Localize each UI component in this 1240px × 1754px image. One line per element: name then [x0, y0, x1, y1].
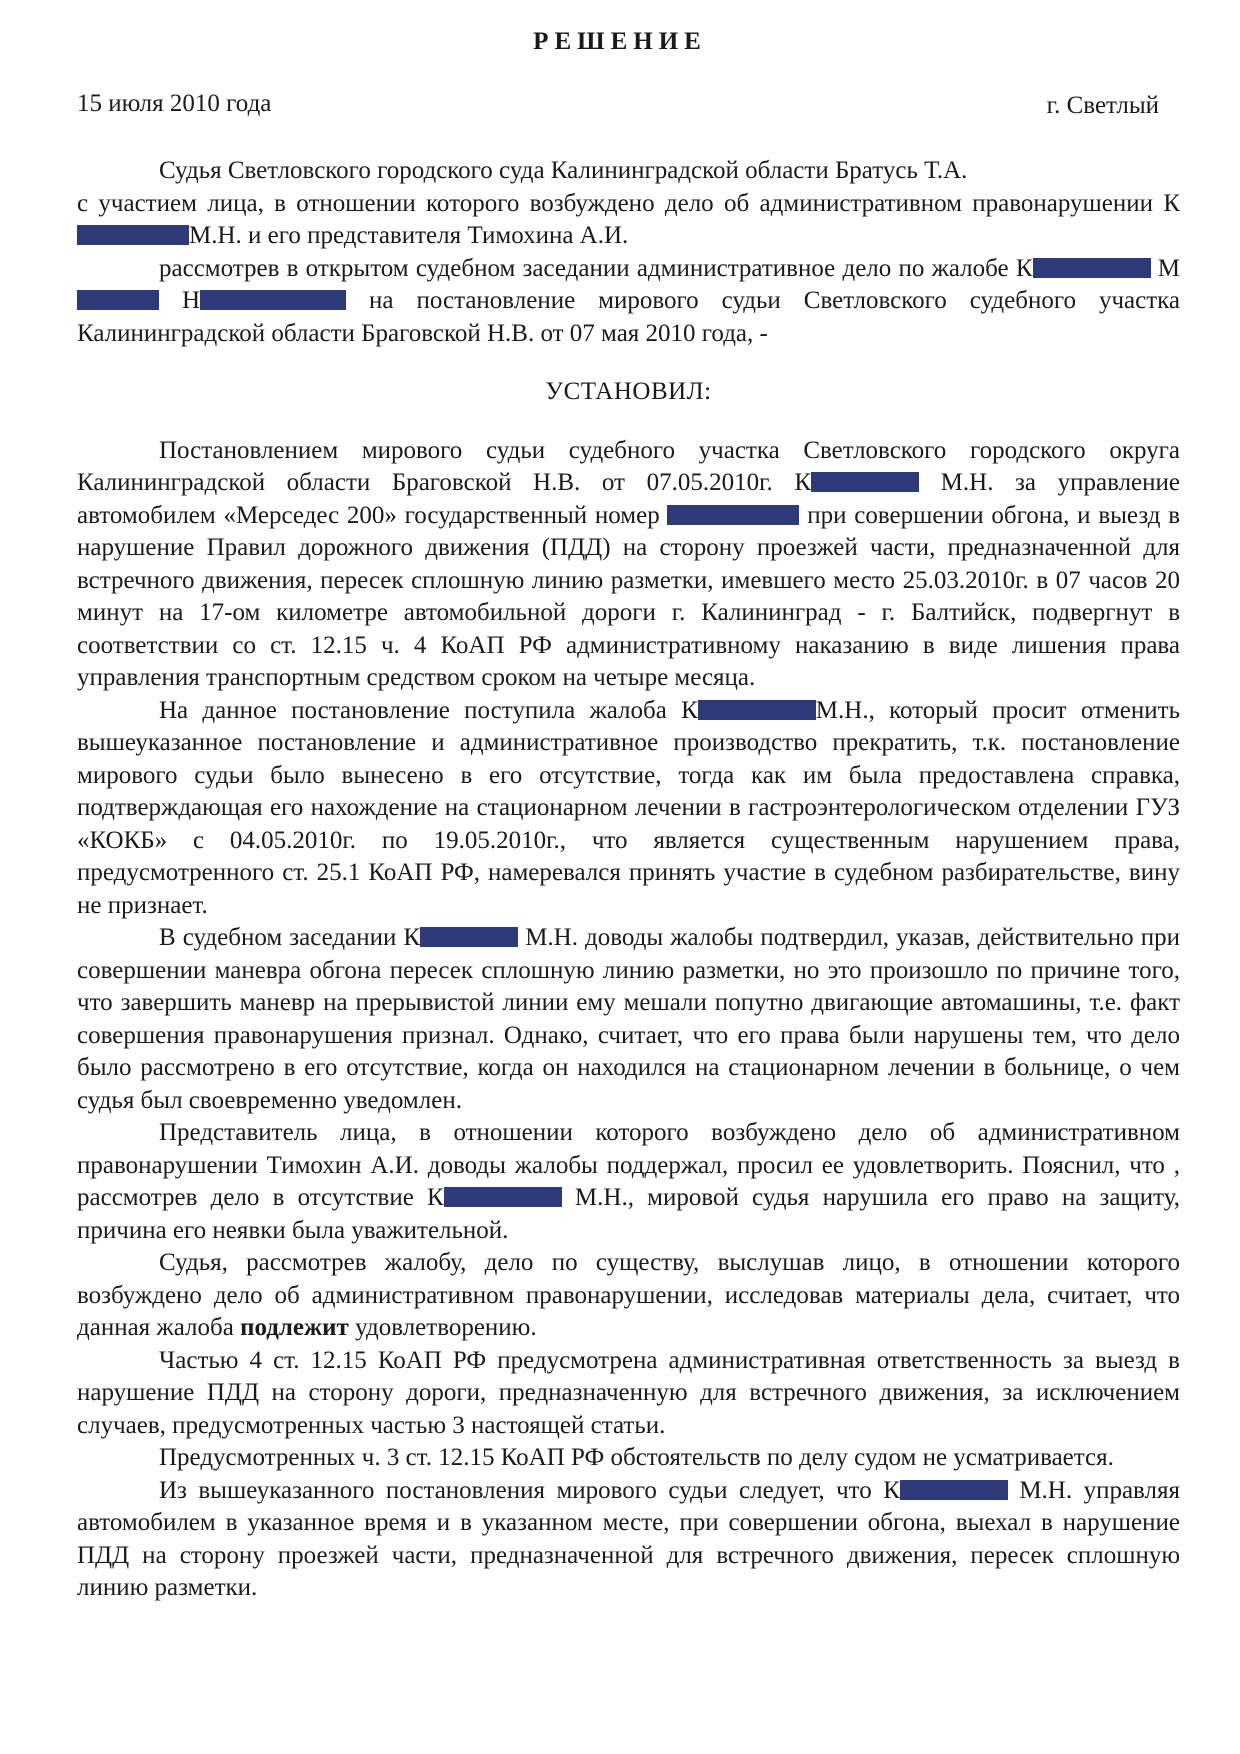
redaction-bar: [77, 290, 159, 310]
redaction-bar: [77, 225, 189, 245]
text-segment: М.Н. управляя автомобилем в указанное время и в указанном месте, при совершении обгона, выехал в нарушение ПДД на сторону проезжей части, предназначенной для встречного движения, пересек сплошную линию разметки.: [77, 1476, 1180, 1601]
text-segment: удовлетворению.: [348, 1314, 537, 1341]
text-segment: М.Н. и его представителя Тимохина А.И.: [189, 222, 629, 249]
paragraph-hearing: [77, 922, 1180, 1117]
document-title: РЕШЕНИЕ: [533, 28, 707, 55]
text-segment: на постановление мирового судьи Светловского судебного участка Калининградской области Браговской Н.В. от 07 мая 2010 года, -: [77, 287, 1180, 347]
text-segment: М.Н. за управление автомобилем «Мерседес 200» государственный номер: [77, 469, 1180, 529]
decision-city: г. Светлый: [1046, 92, 1159, 119]
intro-judge: Судья Светловского городского суда Калининградской области Братусь Т.А.: [159, 157, 968, 184]
redaction-bar: [200, 290, 346, 310]
paragraph-complaint: [77, 695, 1180, 923]
text-segment: В судебном заседании К: [159, 924, 421, 951]
decision-date: 15 июля 2010 года: [77, 90, 272, 117]
text-segment: М.Н. доводы жалобы подтвердил, указав, действительно при совершении маневра обгона пересек сплошную линию разметки, но это произошло по причине того, что завершить маневр на прерывистой линии ему мешали попутно двигающие автомашины, т.е. факт совершения правонарушения признал. Однако, считает, что его права были нарушены тем, что дело было рассмотрено в его отсутствие, когда он находился на стационарном лечении в больнице, о чем судья был своевременно уведомлен.: [77, 924, 1180, 1114]
redaction-bar: [420, 927, 518, 947]
section-heading: УСТАНОВИЛ:: [545, 378, 712, 405]
redaction-bar: [1033, 258, 1151, 278]
text-segment: На данное постановление поступила жалоба К: [159, 696, 698, 724]
redaction-bar: [444, 1187, 562, 1207]
text-segment: Н: [181, 287, 201, 314]
document-body: [77, 155, 1180, 1605]
paragraph-judge-findings: [77, 1247, 1180, 1345]
paragraph-conclusion: [77, 1475, 1180, 1605]
paragraph-representative: [77, 1117, 1180, 1247]
text-segment: Судья, рассмотрев жалобу, дело по существу, выслушав лицо, в отношении которого возбуждено дело об административном правонарушении, исследовав материалы дела, считает, что данная жалоба: [77, 1249, 1180, 1341]
text-segment: М.Н., который просит отменить вышеуказанное постановление и административное производство прекратить, т.к. постановление мирового судьи было вынесено в его отсутствие, тогда как им была предоставлена справка, подтверждающая его нахождение на стационарном лечении в гастроэнтерологическом отделении ГУЗ «КОКБ» с 04.05.2010г. по 19.05.2010г., что является существенным нарушением права, предусмотренного ст. 25.1 КоАП РФ, намеревался принять участие в судебном разбирательстве, вину не признает.: [77, 696, 1180, 919]
paragraph-circumstances: Предусмотренных ч. 3 ст. 12.15 КоАП РФ обстоятельств по делу судом не усматривается.: [159, 1444, 1114, 1471]
redaction-bar: [698, 700, 816, 720]
text-segment: Представитель лица, в отношении которого возбуждено дело об административном правонарушении Тимохин А.И. доводы жалобы поддержал, просил ее удовлетворить. Пояснил, что , рассмотрев дело в отсутствие К: [77, 1119, 1180, 1211]
redaction-bar: [811, 472, 919, 492]
text-segment: с участием лица, в отношении которого возбуждено дело об административном правонарушении К: [77, 189, 1180, 217]
text-segment: Постановлением мирового судьи судебного участка Светловского городского округа Калининградской области Браговской Н.В. от 07.05.2010г. К: [77, 436, 1180, 496]
paragraph-law-article: Частью 4 ст. 12.15 КоАП РФ предусмотрена административная ответственность за выезд в нарушение ПДД на сторону дороги, предназначенную для встречного движения, за исключением случаев, предусмотренных частью 3 настоящей статьи.: [77, 1346, 1180, 1439]
text-segment: Из вышеуказанного постановления мирового судьи следует, что К: [159, 1476, 900, 1504]
paragraph-ruling: [77, 435, 1180, 695]
redaction-bar: [900, 1480, 1008, 1500]
text-segment: М: [1157, 254, 1180, 282]
emphasis-text: подлежит: [240, 1314, 349, 1341]
text-segment: рассмотрев в открытом судебном заседании административное дело по жалобе К: [159, 254, 1033, 282]
redaction-bar: [667, 505, 799, 525]
intro-considered: [77, 253, 1180, 351]
text-segment: при совершении обгона, и выезд в нарушение Правил дорожного движения (ПДД) на сторону проезжей части, предназначенной для встречного движения, пересек сплошную линию разметки, имевшего место 25.03.2010г. в 07 часов 20 минут на 17-ом километре автомобильной дороги г. Калининград - г. Балтийск, подвергнут в соответствии со ст. 12.15 ч. 4 КоАП РФ административному наказанию в виде лишения права управления транспортным средством сроком на четыре месяца.: [77, 501, 1181, 691]
text-segment: М.Н., мировой судья нарушила его право на защиту, причина его неявки была уважительной.: [77, 1184, 1180, 1244]
intro-participants: [77, 188, 1180, 253]
